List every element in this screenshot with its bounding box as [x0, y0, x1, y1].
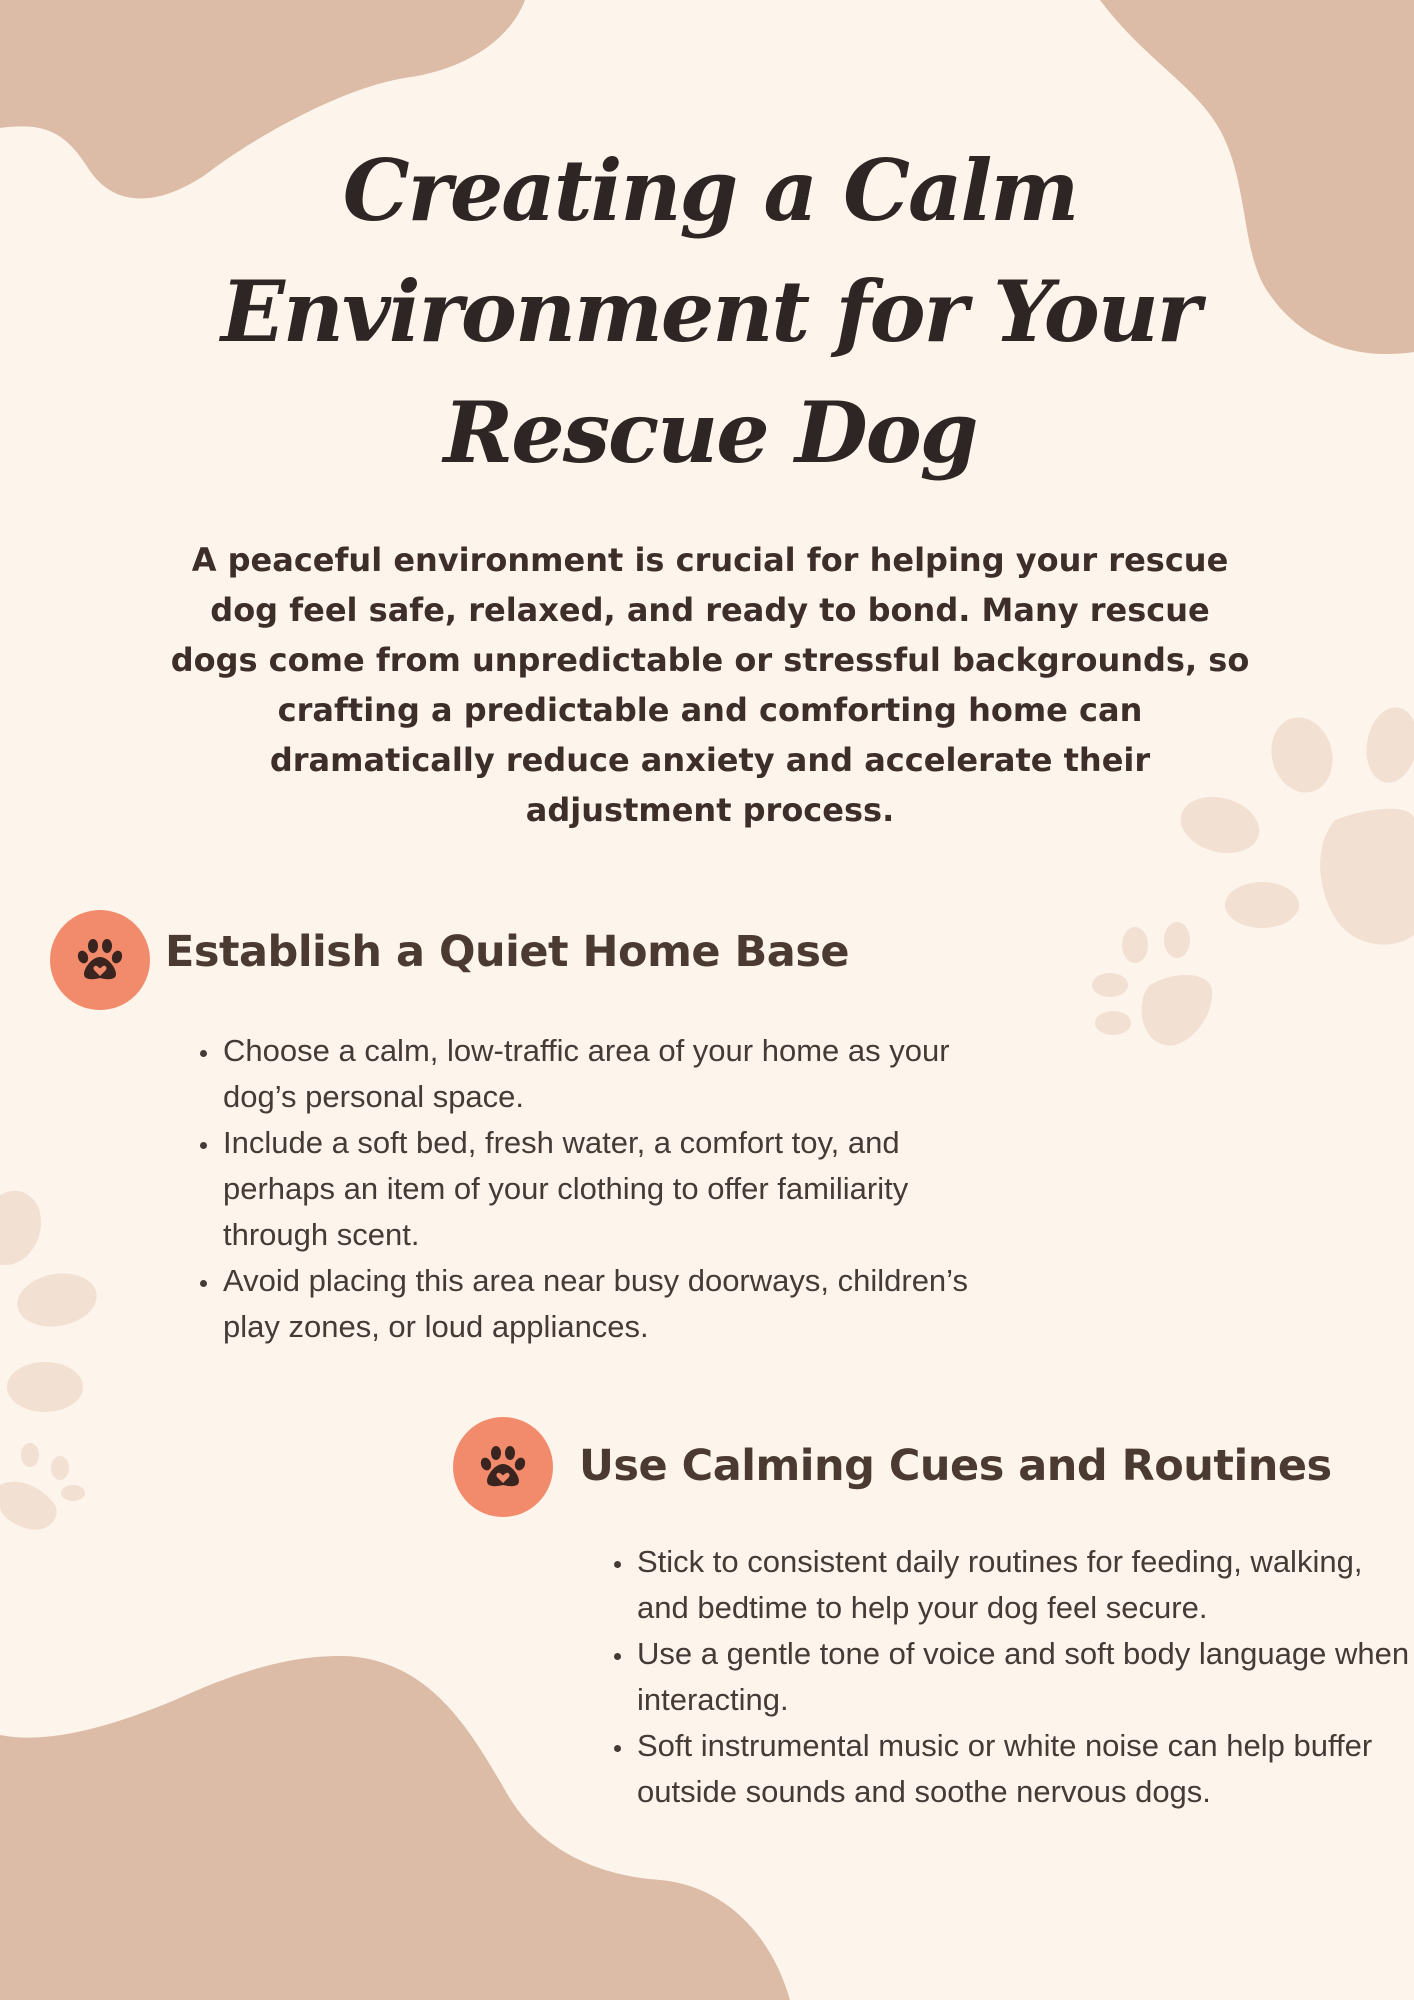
section-heading-quiet-home-base: Establish a Quiet Home Base	[165, 927, 850, 977]
list-item: • Soft instrumental music or white noise can help buffer outside sounds and soothe nervous dogs.	[635, 1723, 1410, 1815]
paw-icon	[453, 1417, 553, 1517]
paw-print-left	[0, 1182, 101, 1530]
list-item: • Include a soft bed, fresh water, a comfort toy, and perhaps an item of your clothing to offer familiarity through scent.	[221, 1120, 1001, 1258]
section-list-quiet-home-base	[188, 1028, 1001, 1350]
section-list-calming-cues	[602, 1539, 1410, 1815]
paw-print-small-right	[1092, 922, 1212, 1046]
list-item: • Avoid placing this area near busy doorways, children’s play zones, or loud appliances.	[221, 1258, 1001, 1350]
list-item: • Use a gentle tone of voice and soft body language when interacting.	[635, 1631, 1410, 1723]
list-item: • Choose a calm, low-traffic area of your home as your dog’s personal space.	[221, 1028, 1001, 1120]
intro-paragraph: A peaceful environment is crucial for helping your rescue dog feel safe, relaxed, and ready to bond. Many rescue dogs come from unpredictable or stressful backgrounds, so crafting a predictable and comforting home can dramatically reduce anxiety and accelerate their adjustment process.	[170, 541, 1250, 829]
paw-icon	[50, 910, 150, 1010]
section-heading-calming-cues: Use Calming Cues and Routines	[579, 1441, 1332, 1491]
list-item: • Stick to consistent daily routines for feeding, walking, and bedtime to help your dog feel secure.	[635, 1539, 1410, 1631]
page-title: Creating a Calm Environment for Your Rescue Dog	[220, 141, 1200, 482]
